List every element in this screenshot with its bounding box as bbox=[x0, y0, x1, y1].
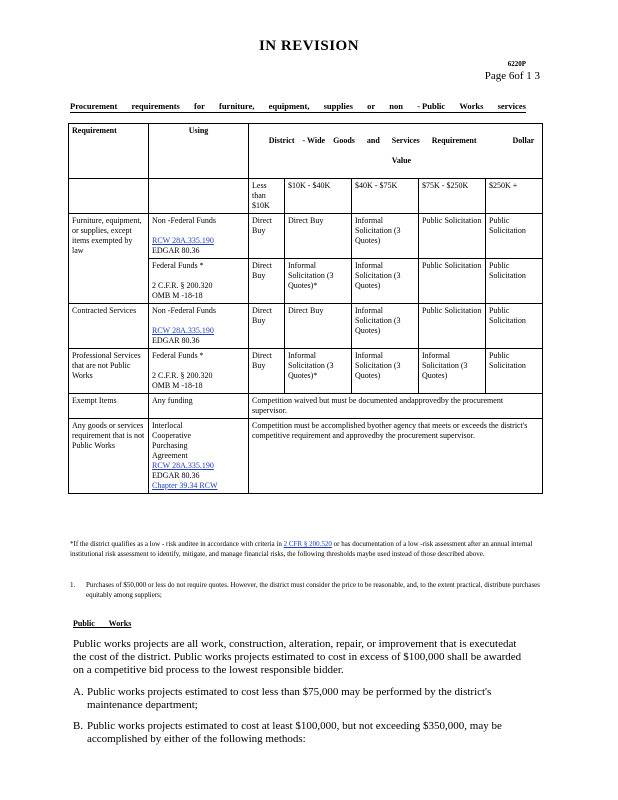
blank-cell bbox=[69, 179, 149, 214]
heading-word: requirements bbox=[131, 101, 180, 111]
threshold-row bbox=[69, 179, 543, 214]
method-cell: Public Solicitation bbox=[419, 259, 486, 304]
using-line: 2 C.F.R. § 200.320 bbox=[152, 371, 213, 380]
public-works-paragraph: Public works projects are all work, construction, alteration, repair, or improvement that is executedat the cost of the district. Public works projects estimated to cost in excess of $100,000 shall be awarded on a competitive bid process to the lowest responsible bidder. bbox=[73, 638, 522, 676]
heading-word: equipment, bbox=[268, 101, 310, 111]
using-line: OMB M -18-18 bbox=[152, 291, 203, 300]
using-line: Agreement bbox=[152, 451, 188, 460]
header-requirement: Requirement bbox=[69, 124, 149, 179]
list-label: B. bbox=[73, 720, 84, 732]
rcw-link[interactable]: RCW 28A.335.190 bbox=[152, 461, 214, 470]
using-line: Purchasing bbox=[152, 441, 188, 450]
using-line: Non -Federal Funds bbox=[152, 216, 216, 225]
method-cell: Direct Buy bbox=[249, 304, 285, 349]
header-value-text: Value bbox=[391, 156, 412, 165]
list-item-b bbox=[73, 720, 531, 746]
method-cell: Informal Solicitation (3 Quotes) bbox=[419, 349, 486, 394]
method-cell: Public Solicitation bbox=[486, 304, 543, 349]
method-cell: Informal Solicitation (3 Quotes) bbox=[352, 214, 419, 259]
requirement-cell: Any goods or services requirement that is not Public Works bbox=[69, 419, 149, 494]
procurement-table bbox=[68, 123, 543, 494]
using-line: Interlocal bbox=[152, 421, 183, 430]
using-cell bbox=[149, 214, 249, 259]
footnote-text: *If the district qualifies as a low - risk auditee in accordance with criteria in bbox=[70, 540, 282, 548]
list-label: A. bbox=[73, 686, 84, 698]
method-cell: Public Solicitation bbox=[419, 304, 486, 349]
method-cell: Informal Solicitation (3 Quotes) bbox=[352, 349, 419, 394]
requirement-cell: Contracted Services bbox=[69, 304, 149, 349]
heading-word: for bbox=[193, 101, 205, 111]
federal-footnote bbox=[70, 540, 540, 559]
heading-word: Works bbox=[459, 101, 484, 111]
method-cell: Informal Solicitation (3 Quotes) bbox=[352, 304, 419, 349]
note-cell: Competition must be accomplished byother agency that meets or exceeds the district's competitive requirement and approvedby the procurement supervisor. bbox=[249, 419, 543, 494]
using-line: Non -Federal Funds bbox=[152, 306, 216, 315]
footnote-1 bbox=[70, 581, 540, 600]
table-row bbox=[69, 394, 543, 419]
footnote-text: Purchases of $50,000 or less do not require quotes. However, the district must consider the price to be reasonable, and, to the extent practical, distribute purchases equitably among suppliers; bbox=[86, 581, 541, 599]
using-cell bbox=[149, 419, 249, 494]
threshold-cell: $75K - $250K bbox=[419, 179, 486, 214]
requirement-cell: Furniture, equipment, or supplies, except items exempted by law bbox=[69, 214, 149, 304]
chapter-link[interactable]: Chapter 39.34 RCW bbox=[152, 481, 218, 490]
blank-cell bbox=[149, 179, 249, 214]
page-number: Page 6of 1 3 bbox=[484, 70, 540, 82]
requirement-cell: Exempt Items bbox=[69, 394, 149, 419]
heading-word: supplies bbox=[323, 101, 353, 111]
rcw-link[interactable]: RCW 28A.335.190 bbox=[152, 236, 214, 245]
method-cell: Informal Solicitation (3 Quotes) bbox=[352, 259, 419, 304]
policy-number: 6220P bbox=[507, 60, 526, 68]
table-header-row bbox=[69, 124, 543, 179]
method-cell: Public Solicitation bbox=[486, 214, 543, 259]
threshold-cell: Less than $10K bbox=[249, 179, 285, 214]
using-line: OMB M -18-18 bbox=[152, 381, 203, 390]
note-cell: Competition waived but must be documented andapprovedby the procurement supervisor. bbox=[249, 394, 543, 419]
edgar-ref: EDGAR 80.36 bbox=[152, 471, 200, 480]
method-cell: Direct Buy bbox=[249, 349, 285, 394]
header-district-wide bbox=[249, 124, 543, 179]
threshold-cell: $10K - $40K bbox=[285, 179, 352, 214]
heading-word: services bbox=[497, 101, 526, 111]
threshold-cell: $40K - $75K bbox=[352, 179, 419, 214]
requirement-cell: Professional Services that are not Public Works bbox=[69, 349, 149, 394]
method-cell: Direct Buy bbox=[285, 214, 352, 259]
header-using: Using bbox=[149, 124, 249, 179]
method-cell: Informal Solicitation (3 Quotes)* bbox=[285, 349, 352, 394]
table-row bbox=[69, 349, 543, 394]
using-line: 2 C.F.R. § 200.320 bbox=[152, 281, 213, 290]
method-cell: Direct Buy bbox=[249, 259, 285, 304]
heading-word: - Public bbox=[417, 101, 446, 111]
method-cell: Direct Buy bbox=[249, 214, 285, 259]
table-row bbox=[69, 304, 543, 349]
table-row bbox=[69, 214, 543, 259]
heading-word: non bbox=[389, 101, 403, 111]
using-line: Federal Funds * bbox=[152, 261, 204, 270]
edgar-ref: EDGAR 80.36 bbox=[152, 336, 200, 345]
footnote-text: or has documentation of a low -risk assessment after an annual internal institutional risk assessment to identify, mitigate, and manage financial risks, the following thresholds maybe used instead of those described above. bbox=[70, 540, 533, 558]
method-cell: Public Solicitation bbox=[486, 349, 543, 394]
using-line: Federal Funds * bbox=[152, 351, 204, 360]
heading-word: or bbox=[367, 101, 376, 111]
heading-word: furniture, bbox=[218, 101, 255, 111]
footnote-number: 1. bbox=[70, 581, 76, 589]
heading-word: Procurement bbox=[70, 101, 118, 111]
section-heading bbox=[70, 101, 526, 113]
using-cell bbox=[149, 304, 249, 349]
edgar-ref: EDGAR 80.36 bbox=[152, 246, 200, 255]
method-cell: Informal Solicitation (3 Quotes)* bbox=[285, 259, 352, 304]
table-row bbox=[69, 419, 543, 494]
using-cell bbox=[149, 259, 249, 304]
using-cell bbox=[149, 349, 249, 394]
using-line: Cooperative bbox=[152, 431, 192, 440]
method-cell: Public Solicitation bbox=[419, 214, 486, 259]
list-item-a bbox=[73, 686, 531, 712]
method-cell: Public Solicitation bbox=[486, 259, 543, 304]
public-works-title: Public Works bbox=[73, 619, 132, 628]
rcw-link[interactable]: RCW 28A.335.190 bbox=[152, 326, 214, 335]
threshold-cell: $250K + bbox=[486, 179, 543, 214]
cfr-link[interactable]: 2 CFR § 200.520 bbox=[283, 540, 332, 548]
using-cell: Any funding bbox=[149, 394, 249, 419]
list-text: Public works projects estimated to cost at least $100,000, but not exceeding $350,000, may be accomplished by either of the following methods: bbox=[87, 720, 502, 745]
page-title: IN REVISION bbox=[258, 38, 360, 54]
method-cell: Direct Buy bbox=[285, 304, 352, 349]
list-text: Public works projects estimated to cost less than $75,000 may be performed by the district's maintenance department; bbox=[87, 686, 492, 711]
header-district-wide-text: District - Wide Goods and Services Requirement Dollar bbox=[268, 136, 535, 145]
